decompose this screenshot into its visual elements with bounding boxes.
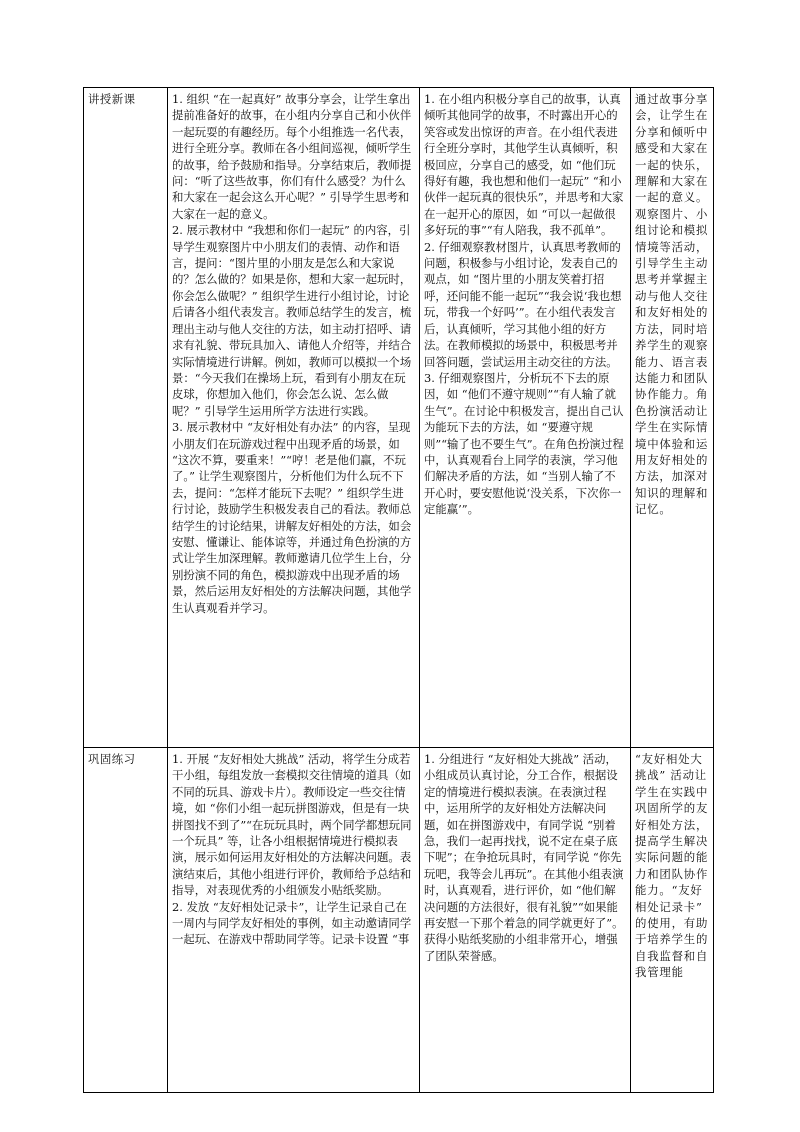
student-activity-cell [420, 88, 631, 748]
design-intent-cell: “友好相处大挑战” 活动让学生在实践中巩固所学的友好相处方法，提高学生解决实际问题的能力和团队协作能力。“友好相处记录卡” 的使用，有助于培养学生的自我监督和自我管理能 [631, 748, 714, 1093]
teacher-paragraph: 1. 组织 “在一起真好” 故事分享会，让学生拿出提前准备好的故事，在小组内分享自己和小伙伴一起玩耍的有趣经历。每个小组推选一名代表，进行全班分享。教师在各小组间巡视，倾听学生的故事，给予鼓励和指导。分享结束后，教师提问：“听了这些故事，你们有什么感受？为什么和大家在一起会这么开心呢？” 引导学生思考和大家在一起的意义。 [172, 92, 412, 221]
stage-cell: 巩固练习 [84, 748, 168, 1093]
table-row [84, 88, 714, 748]
stage-cell: 讲授新课 [84, 88, 168, 748]
teacher-paragraph: 2. 展示教材中 “我想和你们一起玩” 的内容，引导学生观察图片中小朋友们的表情、动作和语言，提问：“图片里的小朋友是怎么和大家说的？怎么做的？如果是你，想和大家一起玩时，你会怎么做呢？” 组织学生进行小组讨论，讨论后请各小组代表发言。教师总结学生的发言，梳理出主动与他人交往的方法，如主动打招呼、请求有礼貌、带玩具加入、请他人介绍等，并结合实际情境进行讲解。例如，教师可以模拟一个场景：“今天我们在操场上玩，看到有小朋友在玩皮球，你想加入他们，你会怎么说、怎么做呢？” 引导学生运用所学方法进行实践。 [172, 223, 412, 418]
student-paragraph: 1. 在小组内积极分享自己的故事，认真倾听其他同学的故事，不时露出开心的笑容或发出惊讶的声音。在小组代表进行全班分享时，其他学生认真倾听，积极回应，分享自己的感受，如 “他们玩得好有趣，我也想和他们一起玩” “和小伙伴一起玩真的很快乐”，并思考和大家在一起开心的原因，如 “可以一起做很多好玩的事”“有人陪我，我不孤单”。 [424, 92, 624, 238]
teacher-paragraph: 2. 发放 “友好相处记录卡”，让学生记录自己在一周内与同学友好相处的事例，如主动邀请同学一起玩、在游戏中帮助同学等。记录卡设置 “事 [172, 899, 412, 947]
design-intent-cell: 通过故事分享会，让学生在分享和倾听中感受和大家在一起的快乐，理解和大家在一起的意义。观察图片、小组讨论和模拟情境等活动，引导学生主动思考并掌握主动与他人交往和友好相处的方法，同时培养学生的观察能力、语言表达能力和团队协作能力。角色扮演活动让学生在实际情境中体验和运用友好相处的方法，加深对知识的理解和记忆。 [631, 88, 714, 748]
student-paragraph: 2. 仔细观察教材图片，认真思考教师的问题，积极参与小组讨论，发表自己的观点，如 “图片里的小朋友笑着打招呼，还问能不能一起玩”“我会说‘我也想玩，带我一个好吗’”。在小组代表发言后，认真倾听，学习其他小组的好方法。在教师模拟的场景中，积极思考并回答问题，尝试运用主动交往的方法。 [424, 239, 622, 369]
teacher-activity-cell [168, 748, 420, 1093]
table-row [84, 748, 714, 1093]
student-paragraph: 3. 仔细观察图片，分析玩不下去的原因，如 “他们不遵守规则”“有人输了就生气”。在讨论中积极发言，提出自己认为能玩下去的方法，如 “要遵守规则”“输了也不要生气”。在角色扮演过程中，认真观看台上同学的表演，学习他们解决矛盾的方法，如 “当别人输了不开心时，要安慰他说‘没关系，下次你一定能赢’”。 [424, 370, 624, 517]
teacher-paragraph: 3. 展示教材中 “友好相处有办法” 的内容，呈现小朋友们在玩游戏过程中出现矛盾的场景，如 “这次不算，要重来！”“哼！老是他们赢，不玩了。” 让学生观察图片，分析他们为什么玩不下去，提问：“怎样才能玩下去呢？” 组织学生进行讨论，鼓励学生积极发表自己的看法。教师总结学生的讨论结果，讲解友好相处的方法，如会安慰、懂谦让、能体谅等，并通过角色扮演的方式让学生加深理解。教师邀请几位学生上台，分别扮演不同的角色，模拟游戏中出现矛盾的场景，然后运用友好相处的方法解决问题，其他学生认真观看并学习。 [172, 420, 412, 615]
student-paragraph: 1. 分组进行 “友好相处大挑战” 活动，小组成员认真讨论，分工合作，根据设定的情境进行模拟表演。在表演过程中，运用所学的友好相处方法解决问题，如在拼图游戏中，有同学说 “别着急，我们一起再找找，说不定在桌子底下呢”；在争抢玩具时，有同学说 “你先玩吧，我等会儿再玩”。在其他小组表演时，认真观看，进行评价，如 “他们解决问题的方法很好，很有礼貌”“如果能再安慰一下那个着急的同学就更好了”。获得小贴纸奖励的小组非常开心，增强了团队荣誉感。 [424, 752, 624, 963]
teacher-paragraph: 1. 开展 “友好相处大挑战” 活动，将学生分成若干小组，每组发放一套模拟交往情境的道具（如不同的玩具、游戏卡片）。教师设定一些交往情境，如 “你们小组一起玩拼图游戏，但是有一块拼图找不到了”“在玩玩具时，两个同学都想玩同一个玩具” 等，让各小组根据情境进行模拟表演，展示如何运用友好相处的方法解决问题。表演结束后，其他小组进行评价，教师给予总结和指导，对表现优秀的小组颁发小贴纸奖励。 [172, 752, 412, 898]
lesson-plan-table [83, 87, 714, 1093]
student-activity-cell [420, 748, 631, 1093]
teacher-activity-cell [168, 88, 420, 748]
